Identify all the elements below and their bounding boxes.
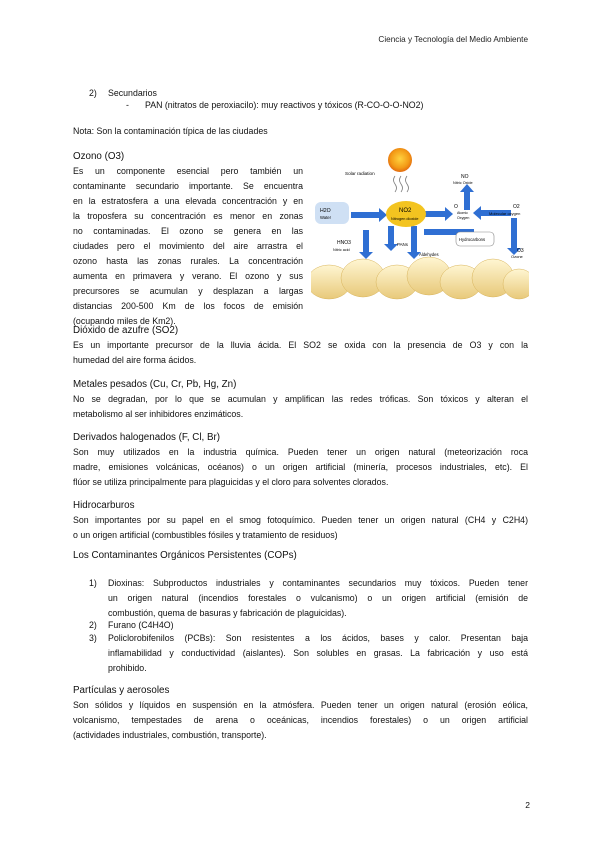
smog-clouds <box>311 257 529 299</box>
o-label: O <box>454 204 458 210</box>
text-line: inflamabilidad y conductividad (aislantes). Son solubles en grasas. La fabricación y uso está <box>108 648 528 658</box>
ozone-label: Ozone <box>511 254 523 259</box>
text-line: (ocupando miles de Km2). <box>73 316 176 326</box>
text-line: Son muy utilizados en la industria química. Pueden tener un origen natural (meteorización roca <box>73 447 528 457</box>
cops-heading: Los Contaminantes Orgánicos Persistentes (COPs) <box>73 550 297 561</box>
metales-paragraph <box>73 392 528 422</box>
svg-text:H2O: H2O <box>320 208 331 214</box>
nota-text: Nota: Son la contaminación típica de las ciudades <box>73 126 268 136</box>
hidrocarburos-heading: Hidrocarburos <box>73 500 135 511</box>
cops-item-dioxinas <box>108 576 528 621</box>
aldehydes-label: Aldehydes <box>419 252 439 257</box>
secundarios-label: Secundarios <box>108 88 157 98</box>
no2-box <box>386 201 426 227</box>
text-line: contaminante secundario importante. Se encuentra <box>73 181 303 191</box>
page-number: 2 <box>525 800 530 810</box>
h2o-box <box>315 202 349 224</box>
svg-text:Nitrogen dioxide: Nitrogen dioxide <box>391 217 419 221</box>
particulas-heading: Partículas y aerosoles <box>73 685 170 696</box>
text-line: metabolismo al ser inhibidores enzimáticos. <box>73 409 244 419</box>
ozono-heading: Ozono (O3) <box>73 151 125 162</box>
text-line: ciudades pero el movimiento del aire arrastra el <box>73 241 303 251</box>
text-line: la troposfera su concentración es menor en zonas <box>73 211 303 221</box>
text-line: aumenta en primavera y verano. El ozono y sus <box>73 271 303 281</box>
text-line: humedad del aire forma ácidos. <box>73 355 197 365</box>
pan-item: PAN (nitratos de peroxiacilo): muy reactivos y tóxicos (R-CO-O-O-NO2) <box>145 100 424 110</box>
svg-text:Water: Water <box>320 215 332 220</box>
svg-text:Hydrocarbons: Hydrocarbons <box>459 237 486 242</box>
list-number: 2) <box>89 620 97 630</box>
list-number: 2) <box>89 88 97 98</box>
text-line: No se degradan, por lo que se acumulan y amplifican las redes tróficas. Son tóxicos y alteran el <box>73 394 528 404</box>
text-line: o un origen artificial (combustibles fósiles y tratamiento de residuos) <box>73 530 338 540</box>
so2-paragraph <box>73 338 528 368</box>
photochemical-smog-diagram <box>311 146 529 302</box>
solar-radiation-label: Solar radiation <box>345 171 375 176</box>
text-line: no contaminadas. El ozono se genera en las <box>73 226 303 236</box>
running-header: Ciencia y Tecnología del Medio Ambiente <box>378 35 528 44</box>
o3-label: O3 <box>517 248 524 254</box>
text-line: volcanismo, tempestades de arena o oceánicas, incendios forestales) o un origen artificial <box>73 715 528 725</box>
hno3-label: HNO3 <box>337 240 351 246</box>
list-number: 3) <box>89 633 97 643</box>
reaction-arrows <box>351 184 521 259</box>
o2-label: O2 <box>513 204 520 210</box>
list-dash: - <box>126 100 129 110</box>
text-line: Son sólidos y líquidos en suspensión en la atmósfera. Pueden tener un origen natural (erosión eólica, <box>73 700 528 710</box>
text-line: prohibido. <box>108 663 147 673</box>
text-line: Dioxinas: Subproductos industriales y contaminantes secundarios muy tóxicos. Pueden tener <box>108 578 528 588</box>
no-label: NO <box>461 174 469 180</box>
sun-icon <box>388 148 412 172</box>
text-line: combustión, quema de basuras y fabricación de plaguicidas). <box>108 608 347 618</box>
nitric-acid-label: Nitric acid <box>333 248 350 252</box>
atomic-label: Atomic <box>457 211 468 215</box>
cops-item-pcbs <box>108 631 528 676</box>
halogenados-heading: Derivados halogenados (F, Cl, Br) <box>73 432 221 443</box>
text-line: Son importantes por su papel en el smog fotoquímico. Pueden tener un origen natural (CH4 y C2H4) <box>73 515 528 525</box>
hydrocarbons-box <box>456 232 494 246</box>
text-line: Furano (C4H4O) <box>108 620 174 630</box>
metales-heading: Metales pesados (Cu, Cr, Pb, Hg, Zn) <box>73 379 237 390</box>
text-line: madre, emisiones volcánicas, océanos) o un origen artificial (minería, procesos industriales, etc). El <box>73 462 528 472</box>
text-line: ozono hasta las zonas rurales. La concentración <box>73 256 303 266</box>
text-line: Es un componente esencial pero también un <box>73 166 303 176</box>
molecular-oxygen-label: Molecular oxygen <box>489 211 521 216</box>
svg-text:NO2: NO2 <box>399 208 412 214</box>
ozono-paragraph <box>73 164 303 329</box>
text-line: distancias 200-500 Km de los focos de emisión <box>73 301 303 311</box>
hidrocarburos-paragraph <box>73 513 528 543</box>
pans-label: PANs <box>397 242 408 247</box>
text-line: en la estratosfera a una elevada concentración y en <box>73 196 303 206</box>
text-line: flúor se utiliza principalmente para plaguicidas y el cloro para solventes clorados. <box>73 477 389 487</box>
text-line: precursores se acumulan y desplazan a largas <box>73 286 303 296</box>
text-line: (actividades industriales, combustión, transporte). <box>73 730 267 740</box>
text-line: Policlorobifenilos (PCBs): Son resistentes a los ácidos, bases y calor. Presentan baja <box>108 633 528 643</box>
text-line: un origen natural (incendios forestales o vulcanismo) o un origen artificial (emisión de <box>108 593 528 603</box>
so2-heading: Dióxido de azufre (SO2) <box>73 325 179 336</box>
particulas-paragraph <box>73 698 528 743</box>
oxygen-label: Oxygen <box>457 216 470 220</box>
halogenados-paragraph <box>73 445 528 490</box>
nitric-oxide-label: Nitric Oxide <box>453 181 473 185</box>
text-line: Es un importante precursor de la lluvia ácida. El SO2 se oxida con la presencia de O3 y con la <box>73 340 528 350</box>
list-number: 1) <box>89 578 97 588</box>
